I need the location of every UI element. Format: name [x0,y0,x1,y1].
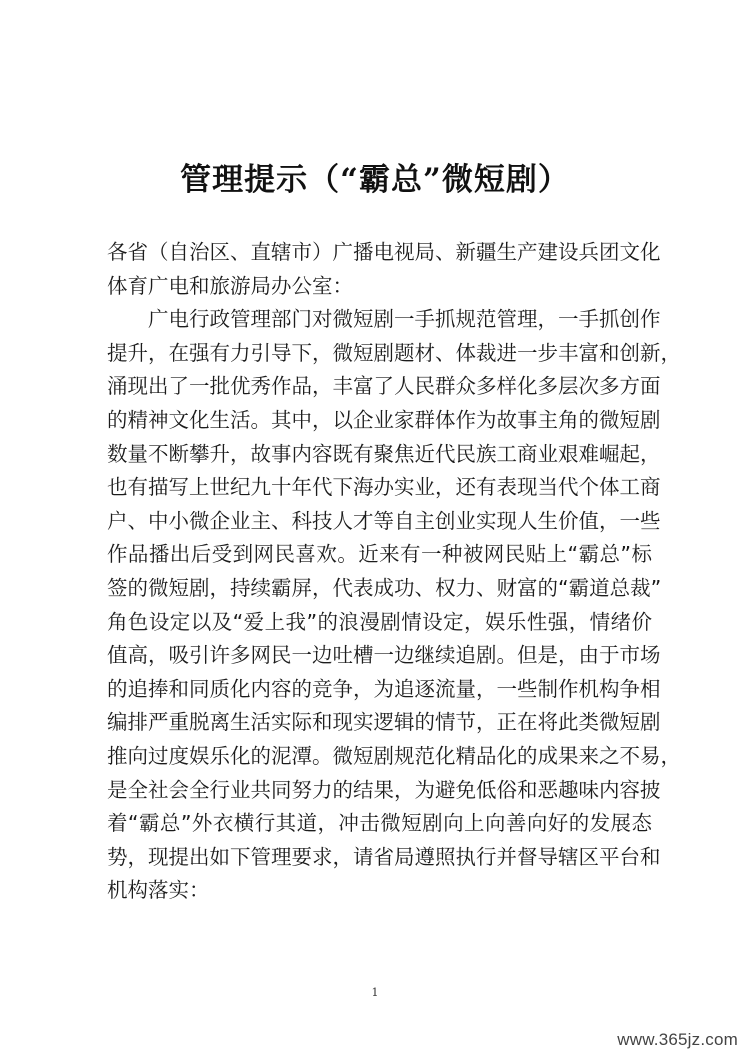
addressee-line: 各省（自治区、直辖市）广播电视局、新疆生产建设兵团文化 [107,240,661,264]
addressee-line: 体育广电和旅游局办公室： [107,273,353,298]
body-line: 值高，吸引许多网民一边吐槽一边继续追剧。但是，由于市场 [107,643,661,668]
body-line: 签的微短剧，持续霸屏，代表成功、权力、财富的“霸道总裁” [107,575,662,600]
document-body [107,236,681,908]
page-number: 1 [371,986,379,999]
body-line: 的精神文化生活。其中，以企业家群体作为故事主角的微短剧 [107,407,661,432]
body-line: 作品播出后受到网民喜欢。近来有一种被网民贴上“霸总”标 [107,542,652,567]
body-line: 的追捧和同质化内容的竞争，为追逐流量，一些制作机构争相 [107,676,661,701]
body-line: 角色设定以及“爱上我”的浪漫剧情设定，娱乐性强，情绪价 [107,609,652,634]
body-line: 提升，在强有力引导下，微短剧题材、体裁进一步丰富和创新， [107,340,681,365]
document-title: 管理提示（“霸总”微短剧） [180,162,570,198]
body-line: 势，现提出如下管理要求，请省局遵照执行并督导辖区平台和 [107,844,661,869]
body-line: 涌现出了一批优秀作品，丰富了人民群众多样化多层次多方面 [107,374,661,399]
body-line: 着“霸总”外衣横行其道，冲击微短剧向上向善向好的发展态 [107,811,652,836]
body-line: 编排严重脱离生活实际和现实逻辑的情节，正在将此类微短剧 [107,710,661,735]
body-line: 也有描写上世纪九十年代下海办实业，还有表现当代个体工商 [107,475,661,500]
body-line: 广电行政管理部门对微短剧一手抓规范管理，一手抓创作 [148,307,661,332]
site-watermark: www.365jz.com [617,1030,738,1049]
body-line: 是全社会全行业共同努力的结果，为避免低俗和恶趣味内容披 [107,777,661,802]
body-line: 数量不断攀升，故事内容既有聚焦近代民族工商业艰难崛起， [107,441,661,466]
body-line: 推向过度娱乐化的泥潭。微短剧规范化精品化的成果来之不易， [107,743,681,768]
body-line: 机构落实： [107,878,210,903]
body-line: 户、中小微企业主、科技人才等自主创业实现人生价值，一些 [107,508,661,533]
